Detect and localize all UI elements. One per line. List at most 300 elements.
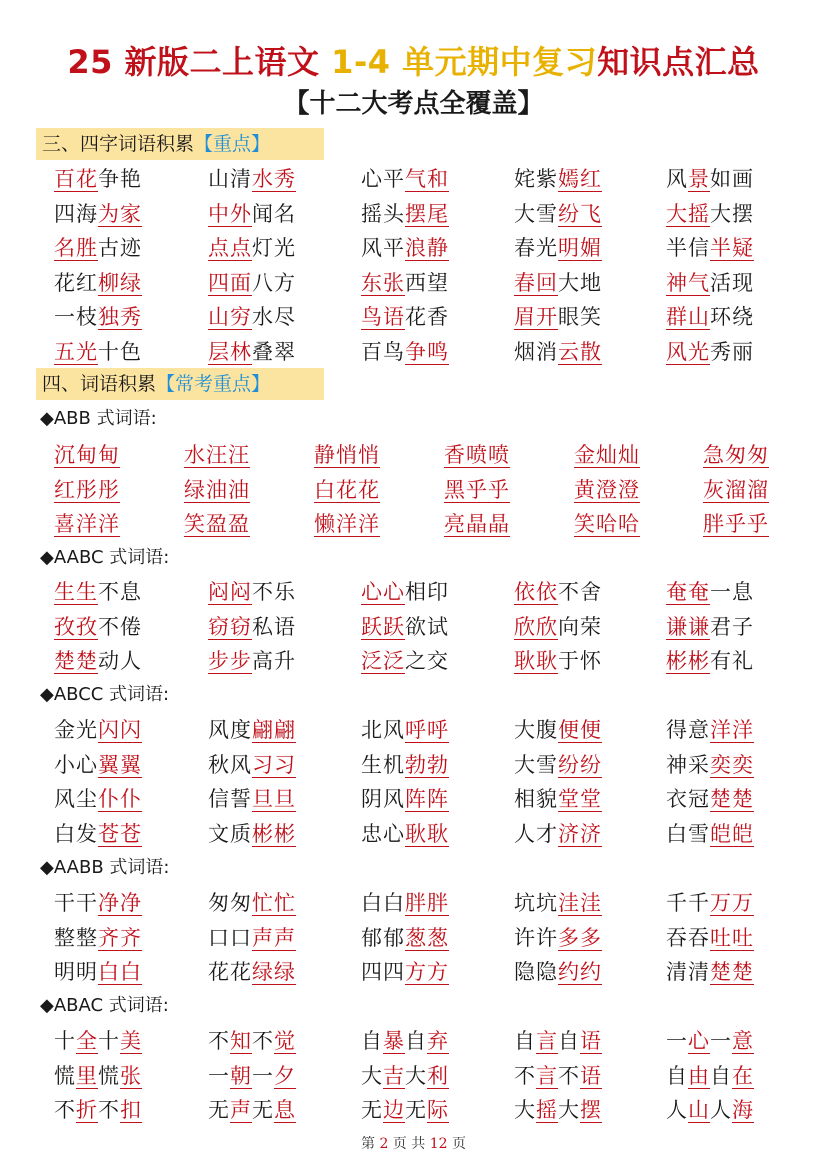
plain-characters: 向荣 xyxy=(558,614,602,639)
footer-page-number: 2 xyxy=(379,1136,389,1152)
plain-characters: 人 xyxy=(666,1098,688,1122)
highlighted-characters: 美 xyxy=(120,1029,142,1053)
plain-characters: 大 xyxy=(514,1098,536,1122)
aabc-phrase xyxy=(54,610,142,644)
plain-characters: 烟消 xyxy=(514,339,558,364)
plain-characters: 自 xyxy=(514,1029,536,1053)
plain-characters: 秀丽 xyxy=(710,339,754,364)
plain-characters: 大腹 xyxy=(514,718,558,742)
highlighted-characters: 层林 xyxy=(208,339,252,364)
page-subtitle: 【十二大考点全覆盖】 xyxy=(283,89,544,119)
abcc-phrase xyxy=(514,748,602,782)
abcc-phrase xyxy=(666,713,754,747)
abac-phrase xyxy=(208,1093,296,1127)
highlighted-characters: 皑皑 xyxy=(710,821,754,846)
abb-word xyxy=(444,473,510,507)
plain-characters: 于怀 xyxy=(558,649,602,673)
highlighted-characters: 独秀 xyxy=(98,305,142,329)
aabb-phrase xyxy=(361,955,449,989)
aabb-phrase xyxy=(361,886,449,920)
plain-characters: 大 xyxy=(405,1063,427,1088)
highlighted-characters: 明媚 xyxy=(558,236,602,260)
aabc-row xyxy=(0,610,827,644)
highlighted-characters: 葱葱 xyxy=(405,925,449,950)
plain-characters: 四海 xyxy=(54,201,98,226)
highlighted-characters: 旦旦 xyxy=(252,787,296,811)
aabc-row xyxy=(0,644,827,678)
abb-word xyxy=(314,473,380,507)
highlighted-word: 笑哈哈 xyxy=(574,512,640,536)
highlighted-characters: 仆仆 xyxy=(98,787,142,811)
highlighted-characters: 多多 xyxy=(558,925,602,950)
highlighted-characters: 嫣红 xyxy=(558,167,602,191)
highlighted-characters: 里 xyxy=(76,1063,98,1088)
highlighted-characters: 泛泛 xyxy=(361,649,405,673)
highlighted-characters: 勃勃 xyxy=(405,752,449,777)
four-char-phrase xyxy=(666,335,754,369)
highlighted-characters: 堂堂 xyxy=(558,787,602,811)
four-char-phrase xyxy=(666,300,754,334)
plain-characters: 大 xyxy=(558,1098,580,1122)
abcc-subheading: ◆ABCC 式词语: xyxy=(40,684,170,705)
footer-prefix: 第 xyxy=(360,1136,380,1152)
plain-characters: 水尽 xyxy=(252,305,296,329)
highlighted-characters: 眉开 xyxy=(514,305,558,329)
plain-characters: 一息 xyxy=(710,580,754,604)
aabc-phrase xyxy=(514,644,602,678)
four-char-phrase xyxy=(514,266,602,300)
highlighted-characters: 楚楚 xyxy=(54,649,98,673)
highlighted-characters: 风光 xyxy=(666,339,710,364)
highlighted-characters: 知 xyxy=(230,1029,252,1053)
highlighted-characters: 方方 xyxy=(405,960,449,984)
plain-characters: 花香 xyxy=(405,305,449,329)
highlighted-characters: 点点 xyxy=(208,236,252,260)
highlighted-word: 亮晶晶 xyxy=(444,512,510,536)
plain-characters: 花红 xyxy=(54,270,98,295)
title-part-2: 1-4 单元期中复习 xyxy=(331,43,598,81)
abcc-phrase xyxy=(666,817,754,851)
four-char-phrase xyxy=(361,266,449,300)
four-char-phrase xyxy=(54,300,142,334)
aabb-phrase xyxy=(54,955,142,989)
plain-characters: 慌 xyxy=(98,1063,120,1088)
aabc-phrase xyxy=(361,644,449,678)
highlighted-word: 灰溜溜 xyxy=(703,477,769,502)
abac-phrase xyxy=(666,1059,754,1093)
highlighted-characters: 欣欣 xyxy=(514,614,558,639)
plain-characters: 无 xyxy=(208,1098,230,1122)
abcc-phrase xyxy=(514,713,602,747)
plain-characters: 欲试 xyxy=(405,614,449,639)
plain-characters: 慌 xyxy=(54,1063,76,1088)
abb-word xyxy=(703,438,769,472)
highlighted-characters: 摆尾 xyxy=(405,201,449,226)
highlighted-characters: 神气 xyxy=(666,270,710,295)
abb-row xyxy=(0,438,827,472)
plain-characters: 山清 xyxy=(208,167,252,191)
abcc-phrase xyxy=(208,748,296,782)
highlighted-characters: 息 xyxy=(274,1098,296,1122)
abac-phrase xyxy=(361,1059,449,1093)
highlighted-characters: 洋洋 xyxy=(710,718,754,742)
abac-phrase xyxy=(666,1024,754,1058)
plain-characters: 许许 xyxy=(514,925,558,950)
plain-characters: 八方 xyxy=(252,270,296,295)
title-part-3: 知识点汇总 xyxy=(597,43,760,81)
page-title xyxy=(0,40,827,84)
highlighted-characters: 生生 xyxy=(54,580,98,604)
highlighted-characters: 苍苍 xyxy=(98,821,142,846)
highlighted-characters: 依依 xyxy=(514,580,558,604)
four-char-phrase xyxy=(666,231,754,265)
aabb-phrase xyxy=(361,921,449,955)
plain-characters: 之交 xyxy=(405,649,449,673)
highlighted-characters: 东张 xyxy=(361,270,405,295)
highlighted-characters: 群山 xyxy=(666,305,710,329)
aabc-phrase xyxy=(514,575,602,609)
four-char-phrase xyxy=(666,162,754,196)
highlighted-characters: 景 xyxy=(688,167,710,191)
plain-characters: 闻名 xyxy=(252,201,296,226)
highlighted-characters: 楚楚 xyxy=(710,960,754,984)
plain-characters: 自 xyxy=(405,1029,427,1053)
plain-characters: 无 xyxy=(405,1098,427,1122)
highlighted-word: 香喷喷 xyxy=(444,443,510,467)
highlighted-word: 急匆匆 xyxy=(703,443,769,467)
highlighted-characters: 语 xyxy=(580,1029,602,1053)
highlighted-word: 黑乎乎 xyxy=(444,477,510,502)
highlighted-characters: 济济 xyxy=(558,821,602,846)
abcc-phrase xyxy=(361,748,449,782)
abac-phrase xyxy=(514,1059,602,1093)
aabb-phrase xyxy=(54,921,142,955)
footer-total-pages: 12 xyxy=(429,1136,448,1152)
plain-characters: 私语 xyxy=(252,614,296,639)
plain-characters: 半信 xyxy=(666,236,710,260)
abb-word xyxy=(314,507,380,541)
plain-characters: 大雪 xyxy=(514,201,558,226)
abb-word xyxy=(574,473,640,507)
highlighted-characters: 觉 xyxy=(274,1029,296,1053)
four-char-row xyxy=(0,197,827,231)
plain-characters: 自 xyxy=(666,1063,688,1088)
highlighted-characters: 百花 xyxy=(54,167,98,191)
aabc-phrase xyxy=(208,610,296,644)
highlighted-characters: 孜孜 xyxy=(54,614,98,639)
highlighted-characters: 彬彬 xyxy=(666,649,710,673)
plain-characters: 一 xyxy=(252,1063,274,1088)
four-char-phrase xyxy=(54,197,142,231)
four-char-phrase xyxy=(208,197,296,231)
highlighted-word: 金灿灿 xyxy=(574,443,640,467)
four-char-phrase xyxy=(514,162,602,196)
plain-characters: 不 xyxy=(54,1098,76,1122)
four-char-phrase xyxy=(666,266,754,300)
plain-characters: 不倦 xyxy=(98,614,142,639)
abb-subheading: ◆ABB 式词语: xyxy=(40,408,157,429)
plain-characters: 风尘 xyxy=(54,787,98,811)
plain-characters: 花花 xyxy=(208,960,252,984)
highlighted-characters: 暴 xyxy=(383,1029,405,1053)
highlighted-characters: 中外 xyxy=(208,201,252,226)
abac-row xyxy=(0,1093,827,1127)
plain-characters: 得意 xyxy=(666,718,710,742)
plain-characters: 摇头 xyxy=(361,201,405,226)
highlighted-characters: 夕 xyxy=(274,1063,296,1088)
plain-characters: 姹紫 xyxy=(514,167,558,191)
four-char-phrase xyxy=(514,335,602,369)
abac-phrase xyxy=(361,1024,449,1058)
four-char-phrase xyxy=(361,300,449,334)
highlighted-characters: 际 xyxy=(427,1098,449,1122)
highlighted-characters: 万万 xyxy=(710,891,754,915)
plain-characters: 西望 xyxy=(405,270,449,295)
plain-characters: 大 xyxy=(361,1063,383,1088)
abac-phrase xyxy=(54,1059,142,1093)
plain-characters: 不 xyxy=(514,1063,536,1088)
section-3-label: 三、四字词语积累 xyxy=(42,133,195,155)
plain-characters: 十 xyxy=(54,1029,76,1053)
section-3-heading xyxy=(36,128,324,160)
plain-characters: 相印 xyxy=(405,580,449,604)
abac-phrase xyxy=(666,1093,754,1127)
highlighted-characters: 朝 xyxy=(230,1063,252,1088)
title-part-1: 25 新版二上语文 xyxy=(67,43,332,81)
plain-characters: 古迹 xyxy=(98,236,142,260)
aabb-phrase xyxy=(666,921,754,955)
aabb-phrase xyxy=(54,886,142,920)
plain-characters: 清清 xyxy=(666,960,710,984)
abcc-phrase xyxy=(208,817,296,851)
highlighted-word: 胖乎乎 xyxy=(703,512,769,536)
aabb-subheading: ◆AABB 式词语: xyxy=(40,857,170,878)
plain-characters: 匆匆 xyxy=(208,891,252,915)
plain-characters: 不舍 xyxy=(558,580,602,604)
highlighted-characters: 言 xyxy=(536,1063,558,1088)
abcc-phrase xyxy=(514,782,602,816)
aabb-row xyxy=(0,886,827,920)
plain-characters: 文质 xyxy=(208,821,252,846)
abcc-phrase xyxy=(208,782,296,816)
highlighted-characters: 净净 xyxy=(98,891,142,915)
highlighted-word: 红彤彤 xyxy=(54,477,120,502)
plain-characters: 人 xyxy=(710,1098,732,1122)
abac-phrase xyxy=(208,1059,296,1093)
highlighted-characters: 楚楚 xyxy=(710,787,754,811)
abcc-phrase xyxy=(361,782,449,816)
highlighted-characters: 吉 xyxy=(383,1063,405,1088)
plain-characters: 四四 xyxy=(361,960,405,984)
four-char-phrase xyxy=(514,231,602,265)
highlighted-characters: 便便 xyxy=(558,718,602,742)
highlighted-characters: 谦谦 xyxy=(666,614,710,639)
four-char-phrase xyxy=(208,266,296,300)
highlighted-word: 笑盈盈 xyxy=(184,512,250,536)
plain-characters: 自 xyxy=(558,1029,580,1053)
aabc-phrase xyxy=(54,644,142,678)
aabc-phrase xyxy=(666,575,754,609)
highlighted-word: 沉甸甸 xyxy=(54,443,120,467)
footer-suffix: 页 xyxy=(447,1136,466,1152)
aabb-phrase xyxy=(514,955,602,989)
highlighted-word: 喜洋洋 xyxy=(54,512,120,536)
plain-characters: 坑坑 xyxy=(514,891,558,915)
highlighted-characters: 翩翩 xyxy=(252,718,296,742)
plain-characters: 白发 xyxy=(54,821,98,846)
abac-phrase xyxy=(514,1024,602,1058)
four-char-phrase xyxy=(514,300,602,334)
abcc-phrase xyxy=(361,713,449,747)
plain-characters: 人才 xyxy=(514,821,558,846)
highlighted-characters: 吐吐 xyxy=(710,925,754,950)
abb-word xyxy=(54,438,120,472)
abb-word xyxy=(444,507,510,541)
aabb-row xyxy=(0,955,827,989)
highlighted-word: 白花花 xyxy=(314,477,380,502)
aabb-phrase xyxy=(514,886,602,920)
plain-characters: 风 xyxy=(666,167,688,191)
aabc-phrase xyxy=(514,610,602,644)
abac-phrase xyxy=(54,1024,142,1058)
four-char-row xyxy=(0,266,827,300)
highlighted-characters: 习习 xyxy=(252,752,296,777)
highlighted-characters: 奕奕 xyxy=(710,752,754,777)
abcc-phrase xyxy=(54,782,142,816)
plain-characters: 动人 xyxy=(98,649,142,673)
highlighted-characters: 闪闪 xyxy=(98,718,142,742)
four-char-phrase xyxy=(54,231,142,265)
abb-word xyxy=(184,473,250,507)
plain-characters: 相貌 xyxy=(514,787,558,811)
plain-characters: 百鸟 xyxy=(361,339,405,364)
plain-characters: 风平 xyxy=(361,236,405,260)
aabc-phrase xyxy=(208,575,296,609)
plain-characters: 一 xyxy=(208,1063,230,1088)
abcc-row xyxy=(0,817,827,851)
highlighted-characters: 全 xyxy=(76,1029,98,1053)
four-char-phrase xyxy=(361,231,449,265)
highlighted-word: 水汪汪 xyxy=(184,443,250,467)
abb-word xyxy=(314,438,380,472)
abac-phrase xyxy=(514,1093,602,1127)
highlighted-word: 静悄悄 xyxy=(314,443,380,467)
abac-row xyxy=(0,1024,827,1058)
plain-characters: 信誓 xyxy=(208,787,252,811)
highlighted-characters: 纷纷 xyxy=(558,752,602,777)
abac-phrase xyxy=(54,1093,142,1127)
four-char-phrase xyxy=(361,162,449,196)
highlighted-characters: 五光 xyxy=(54,339,98,364)
section-3-tag: 【重点】 xyxy=(194,133,271,155)
abcc-phrase xyxy=(208,713,296,747)
highlighted-word: 黄澄澄 xyxy=(574,477,640,502)
highlighted-characters: 张 xyxy=(120,1063,142,1088)
abb-word xyxy=(574,507,640,541)
four-char-row xyxy=(0,335,827,369)
plain-characters: 千千 xyxy=(666,891,710,915)
plain-characters: 活现 xyxy=(710,270,754,295)
plain-characters: 不 xyxy=(252,1029,274,1053)
plain-characters: 吞吞 xyxy=(666,925,710,950)
abac-phrase xyxy=(361,1093,449,1127)
highlighted-characters: 争鸣 xyxy=(405,339,449,364)
highlighted-characters: 洼洼 xyxy=(558,891,602,915)
page-footer xyxy=(0,1134,827,1154)
plain-characters: 隐隐 xyxy=(514,960,558,984)
abac-row xyxy=(0,1059,827,1093)
abb-word xyxy=(184,507,250,541)
abcc-row xyxy=(0,713,827,747)
plain-characters: 灯光 xyxy=(252,236,296,260)
highlighted-characters: 半疑 xyxy=(710,236,754,260)
abcc-row xyxy=(0,748,827,782)
plain-characters: 环绕 xyxy=(710,305,754,329)
highlighted-characters: 阵阵 xyxy=(405,787,449,811)
aabb-row xyxy=(0,921,827,955)
highlighted-characters: 呼呼 xyxy=(405,718,449,742)
four-char-phrase xyxy=(208,231,296,265)
highlighted-characters: 摆 xyxy=(580,1098,602,1122)
highlighted-characters: 白白 xyxy=(98,960,142,984)
abcc-row xyxy=(0,782,827,816)
plain-characters: 北风 xyxy=(361,718,405,742)
plain-characters: 一 xyxy=(666,1029,688,1053)
plain-characters: 白雪 xyxy=(666,821,710,846)
highlighted-characters: 边 xyxy=(383,1098,405,1122)
abcc-phrase xyxy=(361,817,449,851)
highlighted-characters: 利 xyxy=(427,1063,449,1088)
plain-characters: 不 xyxy=(558,1063,580,1088)
plain-characters: 大雪 xyxy=(514,752,558,777)
plain-characters: 风度 xyxy=(208,718,252,742)
abcc-phrase xyxy=(514,817,602,851)
four-char-phrase xyxy=(54,266,142,300)
plain-characters: 无 xyxy=(361,1098,383,1122)
aabc-phrase xyxy=(666,610,754,644)
plain-characters: 有礼 xyxy=(710,649,754,673)
highlighted-characters: 耿耿 xyxy=(514,649,558,673)
plain-characters: 高升 xyxy=(252,649,296,673)
plain-characters: 干干 xyxy=(54,891,98,915)
highlighted-characters: 胖胖 xyxy=(405,891,449,915)
plain-characters: 争艳 xyxy=(98,167,142,191)
highlighted-characters: 窃窃 xyxy=(208,614,252,639)
footer-middle: 页 共 xyxy=(388,1136,430,1152)
aabc-phrase xyxy=(361,610,449,644)
highlighted-characters: 在 xyxy=(732,1063,754,1088)
plain-characters: 不 xyxy=(98,1098,120,1122)
highlighted-characters: 山 xyxy=(688,1098,710,1122)
plain-characters: 眼笑 xyxy=(558,305,602,329)
plain-characters: 自 xyxy=(361,1029,383,1053)
abb-word xyxy=(574,438,640,472)
highlighted-characters: 翼翼 xyxy=(98,752,142,777)
aabc-phrase xyxy=(208,644,296,678)
highlighted-characters: 彬彬 xyxy=(252,821,296,846)
highlighted-characters: 忙忙 xyxy=(252,891,296,915)
section-4-label: 四、词语积累 xyxy=(42,373,157,395)
highlighted-characters: 浪静 xyxy=(405,236,449,260)
aabb-phrase xyxy=(208,886,296,920)
four-char-phrase xyxy=(208,300,296,334)
four-char-row xyxy=(0,300,827,334)
highlighted-characters: 步步 xyxy=(208,649,252,673)
four-char-phrase xyxy=(361,197,449,231)
plain-characters: 君子 xyxy=(710,614,754,639)
highlighted-word: 懒洋洋 xyxy=(314,512,380,536)
highlighted-characters: 名胜 xyxy=(54,236,98,260)
